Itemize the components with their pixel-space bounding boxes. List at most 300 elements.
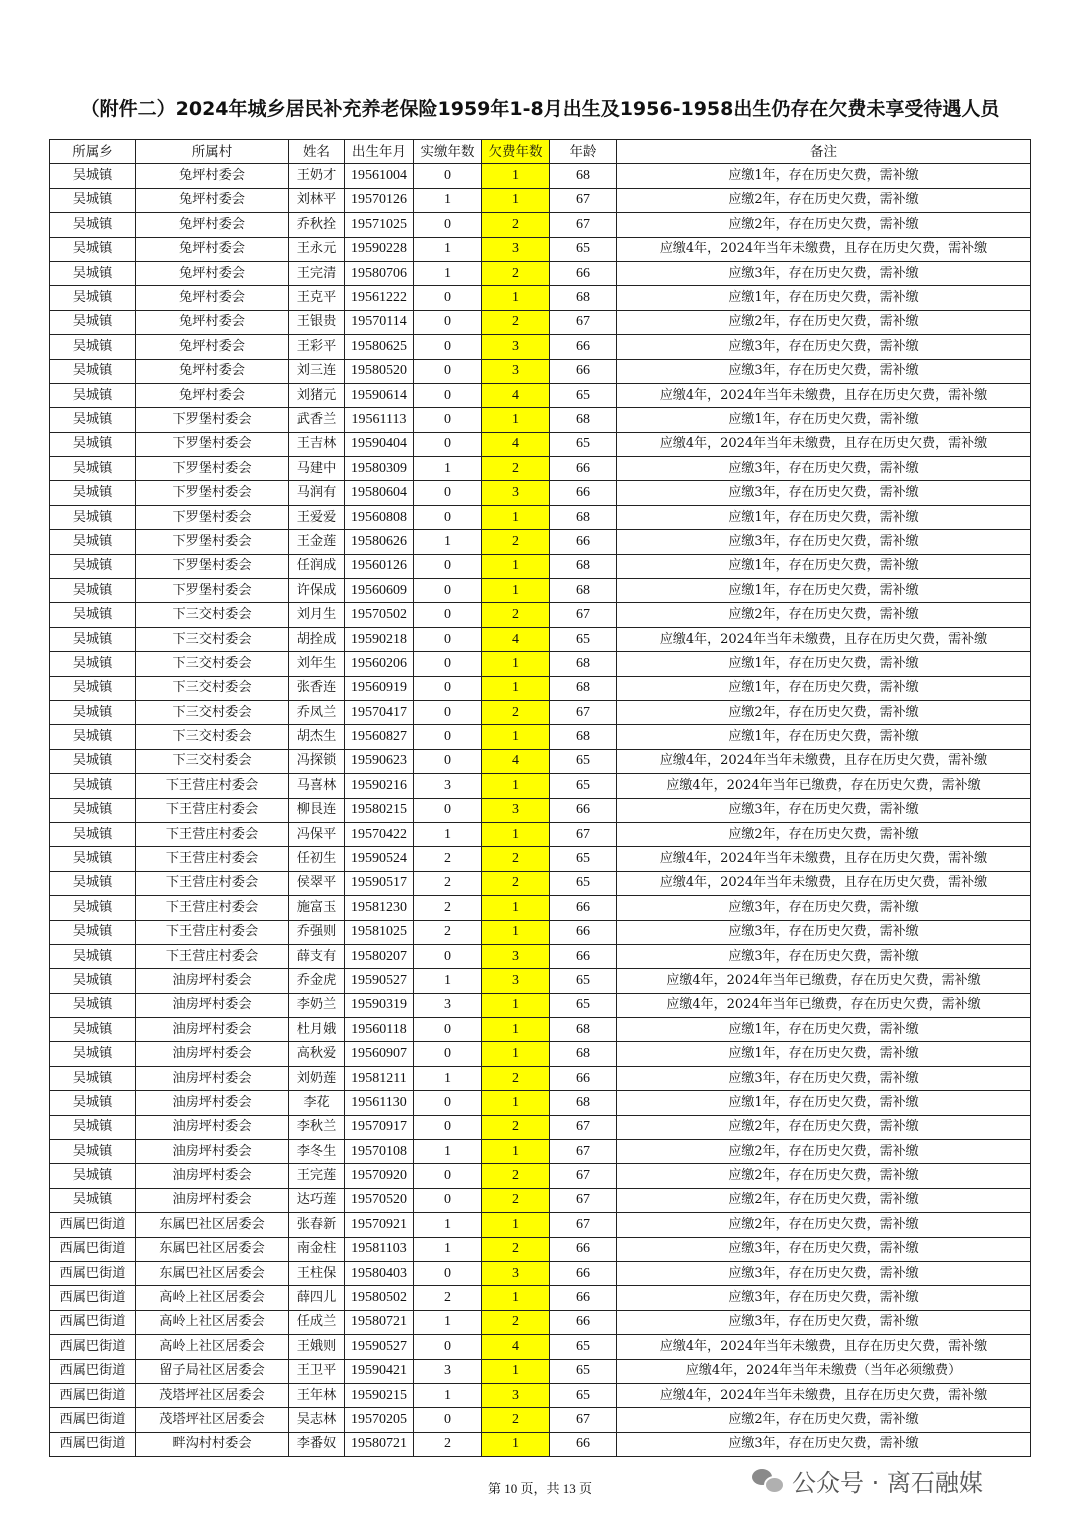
cell-village: 下王营庄村委会 [136, 798, 289, 822]
cell-township: 西属巴街道 [50, 1359, 136, 1383]
cell-age: 66 [550, 335, 617, 359]
cell-remark: 应缴1年，存在历史欠费，需补缴 [617, 1042, 1031, 1066]
cell-age: 65 [550, 432, 617, 456]
table-row [50, 432, 1031, 456]
cell-paid-years: 0 [414, 603, 482, 627]
cell-village: 兔坪村委会 [136, 188, 289, 212]
cell-arrears-years: 1 [482, 408, 550, 432]
cell-birth: 19590228 [345, 237, 414, 261]
cell-age: 66 [550, 920, 617, 944]
cell-age: 65 [550, 383, 617, 407]
cell-paid-years: 2 [414, 847, 482, 871]
cell-age: 67 [550, 1188, 617, 1212]
cell-remark: 应缴3年，存在历史欠费，需补缴 [617, 1286, 1031, 1310]
cell-village: 东属巴社区居委会 [136, 1213, 289, 1237]
cell-age: 67 [550, 1115, 617, 1139]
cell-village: 兔坪村委会 [136, 335, 289, 359]
cell-township: 吴城镇 [50, 920, 136, 944]
cell-arrears-years: 1 [482, 1213, 550, 1237]
cell-paid-years: 0 [414, 944, 482, 968]
cell-village: 下三交村委会 [136, 627, 289, 651]
cell-birth: 19580706 [345, 261, 414, 285]
cell-name: 张春新 [289, 1213, 345, 1237]
table-row [50, 822, 1031, 846]
cell-name: 南金柱 [289, 1237, 345, 1261]
cell-arrears-years: 4 [482, 1335, 550, 1359]
cell-remark: 应缴3年，存在历史欠费，需补缴 [617, 530, 1031, 554]
cell-township: 吴城镇 [50, 432, 136, 456]
cell-village: 下王营庄村委会 [136, 896, 289, 920]
cell-age: 66 [550, 1432, 617, 1456]
header-arrears-years: 欠费年数 [482, 140, 550, 164]
cell-birth: 19580626 [345, 530, 414, 554]
cell-arrears-years: 1 [482, 554, 550, 578]
cell-paid-years: 2 [414, 1432, 482, 1456]
cell-age: 65 [550, 993, 617, 1017]
cell-village: 兔坪村委会 [136, 164, 289, 188]
cell-name: 武香兰 [289, 408, 345, 432]
table-row [50, 457, 1031, 481]
cell-arrears-years: 2 [482, 700, 550, 724]
cell-name: 乔强则 [289, 920, 345, 944]
table-row [50, 627, 1031, 651]
cell-birth: 19590614 [345, 383, 414, 407]
cell-paid-years: 0 [414, 1188, 482, 1212]
cell-arrears-years: 3 [482, 944, 550, 968]
table-row [50, 798, 1031, 822]
table-row [50, 1335, 1031, 1359]
cell-township: 西属巴街道 [50, 1383, 136, 1407]
cell-arrears-years: 2 [482, 310, 550, 334]
cell-age: 68 [550, 676, 617, 700]
cell-birth: 19570417 [345, 700, 414, 724]
cell-township: 吴城镇 [50, 213, 136, 237]
cell-arrears-years: 4 [482, 383, 550, 407]
cell-township: 吴城镇 [50, 359, 136, 383]
cell-remark: 应缴3年，存在历史欠费，需补缴 [617, 359, 1031, 383]
watermark [752, 1460, 983, 1500]
cell-age: 67 [550, 1140, 617, 1164]
cell-name: 王完清 [289, 261, 345, 285]
cell-paid-years: 0 [414, 432, 482, 456]
cell-paid-years: 0 [414, 725, 482, 749]
cell-remark: 应缴2年，存在历史欠费，需补缴 [617, 188, 1031, 212]
cell-remark: 应缴1年，存在历史欠费，需补缴 [617, 505, 1031, 529]
cell-remark: 应缴4年，2024年当年未缴费，且存在历史欠费，需补缴 [617, 1383, 1031, 1407]
cell-paid-years: 0 [414, 652, 482, 676]
cell-arrears-years: 3 [482, 237, 550, 261]
cell-paid-years: 0 [414, 579, 482, 603]
cell-age: 68 [550, 554, 617, 578]
cell-birth: 19571025 [345, 213, 414, 237]
cell-remark: 应缴4年，2024年当年未缴费，且存在历史欠费，需补缴 [617, 627, 1031, 651]
cell-name: 胡拴成 [289, 627, 345, 651]
cell-age: 66 [550, 1066, 617, 1090]
table-row [50, 871, 1031, 895]
cell-village: 下三交村委会 [136, 676, 289, 700]
table-row [50, 310, 1031, 334]
cell-remark: 应缴4年，2024年当年未缴费，且存在历史欠费，需补缴 [617, 847, 1031, 871]
cell-village: 油房坪村委会 [136, 993, 289, 1017]
cell-name: 马喜林 [289, 774, 345, 798]
cell-township: 吴城镇 [50, 1091, 136, 1115]
cell-name: 张香连 [289, 676, 345, 700]
cell-remark: 应缴3年，存在历史欠费，需补缴 [617, 481, 1031, 505]
cell-birth: 19581211 [345, 1066, 414, 1090]
cell-township: 吴城镇 [50, 969, 136, 993]
cell-arrears-years: 1 [482, 896, 550, 920]
table-row [50, 1213, 1031, 1237]
cell-birth: 19560827 [345, 725, 414, 749]
cell-township: 吴城镇 [50, 627, 136, 651]
table-row [50, 1164, 1031, 1188]
cell-name: 薛支有 [289, 944, 345, 968]
cell-arrears-years: 4 [482, 627, 550, 651]
table-row [50, 579, 1031, 603]
cell-birth: 19590404 [345, 432, 414, 456]
cell-name: 王柱保 [289, 1261, 345, 1285]
cell-name: 王金莲 [289, 530, 345, 554]
cell-age: 66 [550, 944, 617, 968]
cell-age: 66 [550, 261, 617, 285]
cell-remark: 应缴3年，存在历史欠费，需补缴 [617, 261, 1031, 285]
cell-remark: 应缴3年，存在历史欠费，需补缴 [617, 457, 1031, 481]
cell-paid-years: 1 [414, 457, 482, 481]
cell-township: 吴城镇 [50, 1066, 136, 1090]
cell-township: 吴城镇 [50, 725, 136, 749]
cell-village: 油房坪村委会 [136, 1164, 289, 1188]
cell-village: 高岭上社区居委会 [136, 1310, 289, 1334]
cell-remark: 应缴4年，2024年当年未缴费，且存在历史欠费，需补缴 [617, 432, 1031, 456]
cell-arrears-years: 1 [482, 676, 550, 700]
cell-age: 68 [550, 286, 617, 310]
cell-township: 西属巴街道 [50, 1213, 136, 1237]
cell-township: 吴城镇 [50, 237, 136, 261]
cell-remark: 应缴1年，存在历史欠费，需补缴 [617, 652, 1031, 676]
cell-township: 吴城镇 [50, 1018, 136, 1042]
cell-name: 王吉林 [289, 432, 345, 456]
cell-name: 侯翠平 [289, 871, 345, 895]
cell-age: 67 [550, 310, 617, 334]
cell-remark: 应缴2年，存在历史欠费，需补缴 [617, 1140, 1031, 1164]
cell-township: 吴城镇 [50, 944, 136, 968]
cell-remark: 应缴4年，2024年当年未缴费，且存在历史欠费，需补缴 [617, 749, 1031, 773]
cell-paid-years: 0 [414, 286, 482, 310]
cell-paid-years: 0 [414, 359, 482, 383]
cell-township: 吴城镇 [50, 164, 136, 188]
cell-name: 任成兰 [289, 1310, 345, 1334]
cell-paid-years: 0 [414, 1018, 482, 1042]
cell-remark: 应缴4年，2024年当年已缴费，存在历史欠费，需补缴 [617, 774, 1031, 798]
cell-remark: 应缴1年，存在历史欠费，需补缴 [617, 676, 1031, 700]
table-row [50, 505, 1031, 529]
cell-township: 吴城镇 [50, 749, 136, 773]
cell-age: 65 [550, 627, 617, 651]
cell-birth: 19570520 [345, 1188, 414, 1212]
table-row [50, 359, 1031, 383]
cell-name: 乔金虎 [289, 969, 345, 993]
cell-remark: 应缴2年，存在历史欠费，需补缴 [617, 603, 1031, 627]
cell-age: 66 [550, 896, 617, 920]
wechat-icon [752, 1467, 782, 1493]
cell-paid-years: 0 [414, 213, 482, 237]
cell-name: 王彩平 [289, 335, 345, 359]
cell-age: 65 [550, 749, 617, 773]
cell-birth: 19590517 [345, 871, 414, 895]
cell-remark: 应缴3年，存在历史欠费，需补缴 [617, 1310, 1031, 1334]
cell-village: 茂塔坪社区居委会 [136, 1408, 289, 1432]
cell-village: 下三交村委会 [136, 603, 289, 627]
header-name: 姓名 [289, 140, 345, 164]
cell-paid-years: 0 [414, 1164, 482, 1188]
cell-township: 吴城镇 [50, 603, 136, 627]
table-row [50, 554, 1031, 578]
cell-birth: 19581025 [345, 920, 414, 944]
cell-village: 油房坪村委会 [136, 1091, 289, 1115]
cell-age: 65 [550, 1383, 617, 1407]
cell-birth: 19590623 [345, 749, 414, 773]
cell-remark: 应缴1年，存在历史欠费，需补缴 [617, 286, 1031, 310]
cell-paid-years: 3 [414, 1359, 482, 1383]
cell-township: 吴城镇 [50, 871, 136, 895]
cell-paid-years: 0 [414, 1408, 482, 1432]
cell-village: 下罗堡村委会 [136, 554, 289, 578]
cell-age: 68 [550, 505, 617, 529]
cell-name: 刘奶莲 [289, 1066, 345, 1090]
cell-village: 油房坪村委会 [136, 1066, 289, 1090]
cell-arrears-years: 4 [482, 749, 550, 773]
cell-birth: 19570108 [345, 1140, 414, 1164]
cell-remark: 应缴2年，存在历史欠费，需补缴 [617, 310, 1031, 334]
cell-birth: 19560206 [345, 652, 414, 676]
cell-birth: 19570917 [345, 1115, 414, 1139]
cell-arrears-years: 2 [482, 1164, 550, 1188]
cell-birth: 19590527 [345, 1335, 414, 1359]
cell-arrears-years: 1 [482, 188, 550, 212]
cell-name: 胡杰生 [289, 725, 345, 749]
cell-birth: 19580625 [345, 335, 414, 359]
table-row [50, 481, 1031, 505]
table-row [50, 749, 1031, 773]
cell-village: 下罗堡村委会 [136, 432, 289, 456]
cell-name: 杜月娥 [289, 1018, 345, 1042]
table-row [50, 920, 1031, 944]
cell-paid-years: 1 [414, 1066, 482, 1090]
cell-paid-years: 0 [414, 310, 482, 334]
cell-arrears-years: 2 [482, 871, 550, 895]
cell-birth: 19581103 [345, 1237, 414, 1261]
cell-arrears-years: 1 [482, 1018, 550, 1042]
table-row [50, 286, 1031, 310]
cell-arrears-years: 2 [482, 261, 550, 285]
cell-paid-years: 0 [414, 627, 482, 651]
cell-remark: 应缴3年，存在历史欠费，需补缴 [617, 1237, 1031, 1261]
cell-birth: 19590319 [345, 993, 414, 1017]
cell-name: 王奶才 [289, 164, 345, 188]
cell-paid-years: 2 [414, 896, 482, 920]
cell-name: 李奶兰 [289, 993, 345, 1017]
cell-remark: 应缴1年，存在历史欠费，需补缴 [617, 1091, 1031, 1115]
cell-arrears-years: 2 [482, 603, 550, 627]
table-row [50, 1310, 1031, 1334]
page-title: （附件二）2024年城乡居民补充养老保险1959年1-8月出生及1956-1958出生仍存在欠费未享受待遇人员 [80, 98, 1000, 120]
cell-arrears-years: 1 [482, 652, 550, 676]
header-village: 所属村 [136, 140, 289, 164]
table-row [50, 676, 1031, 700]
table-row [50, 944, 1031, 968]
cell-township: 吴城镇 [50, 1188, 136, 1212]
table-row [50, 335, 1031, 359]
cell-age: 66 [550, 1261, 617, 1285]
cell-age: 65 [550, 969, 617, 993]
cell-paid-years: 2 [414, 1286, 482, 1310]
cell-remark: 应缴4年，2024年当年未缴费，且存在历史欠费，需补缴 [617, 871, 1031, 895]
cell-remark: 应缴4年，2024年当年未缴费（当年必须缴费） [617, 1359, 1031, 1383]
cell-remark: 应缴3年，存在历史欠费，需补缴 [617, 920, 1031, 944]
cell-birth: 19570205 [345, 1408, 414, 1432]
cell-township: 吴城镇 [50, 286, 136, 310]
cell-village: 兔坪村委会 [136, 213, 289, 237]
cell-village: 畔沟村村委会 [136, 1432, 289, 1456]
cell-village: 下罗堡村委会 [136, 579, 289, 603]
cell-age: 66 [550, 1237, 617, 1261]
cell-paid-years: 0 [414, 335, 482, 359]
cell-arrears-years: 1 [482, 505, 550, 529]
cell-township: 吴城镇 [50, 335, 136, 359]
cell-name: 吴志林 [289, 1408, 345, 1432]
cell-arrears-years: 3 [482, 1261, 550, 1285]
cell-birth: 19561130 [345, 1091, 414, 1115]
cell-name: 高秋爱 [289, 1042, 345, 1066]
cell-age: 65 [550, 1359, 617, 1383]
cell-name: 冯保平 [289, 822, 345, 846]
cell-remark: 应缴4年，2024年当年未缴费，且存在历史欠费，需补缴 [617, 1335, 1031, 1359]
cell-arrears-years: 2 [482, 1115, 550, 1139]
cell-birth: 19560126 [345, 554, 414, 578]
cell-paid-years: 1 [414, 969, 482, 993]
table-row [50, 1042, 1031, 1066]
cell-paid-years: 0 [414, 383, 482, 407]
cell-township: 吴城镇 [50, 1115, 136, 1139]
cell-name: 王完莲 [289, 1164, 345, 1188]
cell-arrears-years: 1 [482, 1091, 550, 1115]
cell-remark: 应缴1年，存在历史欠费，需补缴 [617, 408, 1031, 432]
cell-name: 王年林 [289, 1383, 345, 1407]
cell-arrears-years: 2 [482, 457, 550, 481]
cell-township: 吴城镇 [50, 896, 136, 920]
table-row [50, 1091, 1031, 1115]
cell-age: 68 [550, 408, 617, 432]
cell-village: 油房坪村委会 [136, 1188, 289, 1212]
cell-paid-years: 0 [414, 700, 482, 724]
cell-arrears-years: 1 [482, 579, 550, 603]
page-number: 第 10 页，共 13 页 [487, 1481, 592, 1496]
cell-paid-years: 1 [414, 1310, 482, 1334]
cell-village: 下王营庄村委会 [136, 774, 289, 798]
cell-village: 油房坪村委会 [136, 1018, 289, 1042]
cell-arrears-years: 2 [482, 213, 550, 237]
cell-arrears-years: 3 [482, 335, 550, 359]
table-row [50, 1408, 1031, 1432]
cell-arrears-years: 3 [482, 481, 550, 505]
cell-township: 西属巴街道 [50, 1408, 136, 1432]
table-row [50, 383, 1031, 407]
cell-birth: 19560609 [345, 579, 414, 603]
cell-birth: 19580721 [345, 1310, 414, 1334]
table-row [50, 1140, 1031, 1164]
cell-township: 西属巴街道 [50, 1432, 136, 1456]
cell-remark: 应缴2年，存在历史欠费，需补缴 [617, 1188, 1031, 1212]
cell-arrears-years: 2 [482, 1310, 550, 1334]
cell-paid-years: 0 [414, 1115, 482, 1139]
cell-township: 西属巴街道 [50, 1261, 136, 1285]
cell-birth: 19590524 [345, 847, 414, 871]
cell-paid-years: 1 [414, 530, 482, 554]
cell-arrears-years: 1 [482, 1286, 550, 1310]
table-header-row [50, 140, 1031, 164]
cell-paid-years: 0 [414, 1042, 482, 1066]
table-row [50, 188, 1031, 212]
table-row [50, 261, 1031, 285]
cell-birth: 19580207 [345, 944, 414, 968]
cell-remark: 应缴3年，存在历史欠费，需补缴 [617, 798, 1031, 822]
table-row [50, 1188, 1031, 1212]
cell-birth: 19580520 [345, 359, 414, 383]
cell-name: 施富玉 [289, 896, 345, 920]
cell-village: 兔坪村委会 [136, 286, 289, 310]
cell-name: 刘年生 [289, 652, 345, 676]
cell-township: 吴城镇 [50, 676, 136, 700]
cell-birth: 19570921 [345, 1213, 414, 1237]
cell-birth: 19560808 [345, 505, 414, 529]
cell-remark: 应缴2年，存在历史欠费，需补缴 [617, 213, 1031, 237]
cell-remark: 应缴1年，存在历史欠费，需补缴 [617, 725, 1031, 749]
arrears-table [49, 139, 1031, 1457]
cell-township: 吴城镇 [50, 408, 136, 432]
cell-remark: 应缴3年，存在历史欠费，需补缴 [617, 1432, 1031, 1456]
cell-name: 李秋兰 [289, 1115, 345, 1139]
cell-age: 66 [550, 457, 617, 481]
cell-birth: 19560919 [345, 676, 414, 700]
cell-village: 油房坪村委会 [136, 969, 289, 993]
cell-remark: 应缴1年，存在历史欠费，需补缴 [617, 579, 1031, 603]
cell-remark: 应缴3年，存在历史欠费，需补缴 [617, 1066, 1031, 1090]
cell-name: 刘月生 [289, 603, 345, 627]
cell-remark: 应缴2年，存在历史欠费，需补缴 [617, 1115, 1031, 1139]
cell-name: 李花 [289, 1091, 345, 1115]
header-birth: 出生年月 [345, 140, 414, 164]
cell-township: 吴城镇 [50, 993, 136, 1017]
cell-township: 吴城镇 [50, 652, 136, 676]
cell-paid-years: 0 [414, 164, 482, 188]
cell-name: 马润有 [289, 481, 345, 505]
cell-remark: 应缴2年，存在历史欠费，需补缴 [617, 822, 1031, 846]
cell-village: 下罗堡村委会 [136, 481, 289, 505]
cell-village: 下王营庄村委会 [136, 871, 289, 895]
cell-birth: 19590527 [345, 969, 414, 993]
cell-name: 王永元 [289, 237, 345, 261]
cell-name: 刘林平 [289, 188, 345, 212]
cell-age: 68 [550, 164, 617, 188]
cell-paid-years: 1 [414, 1140, 482, 1164]
cell-name: 王银贵 [289, 310, 345, 334]
cell-village: 兔坪村委会 [136, 261, 289, 285]
cell-age: 66 [550, 481, 617, 505]
cell-age: 67 [550, 1164, 617, 1188]
cell-township: 吴城镇 [50, 1164, 136, 1188]
cell-village: 下三交村委会 [136, 700, 289, 724]
cell-arrears-years: 1 [482, 1042, 550, 1066]
